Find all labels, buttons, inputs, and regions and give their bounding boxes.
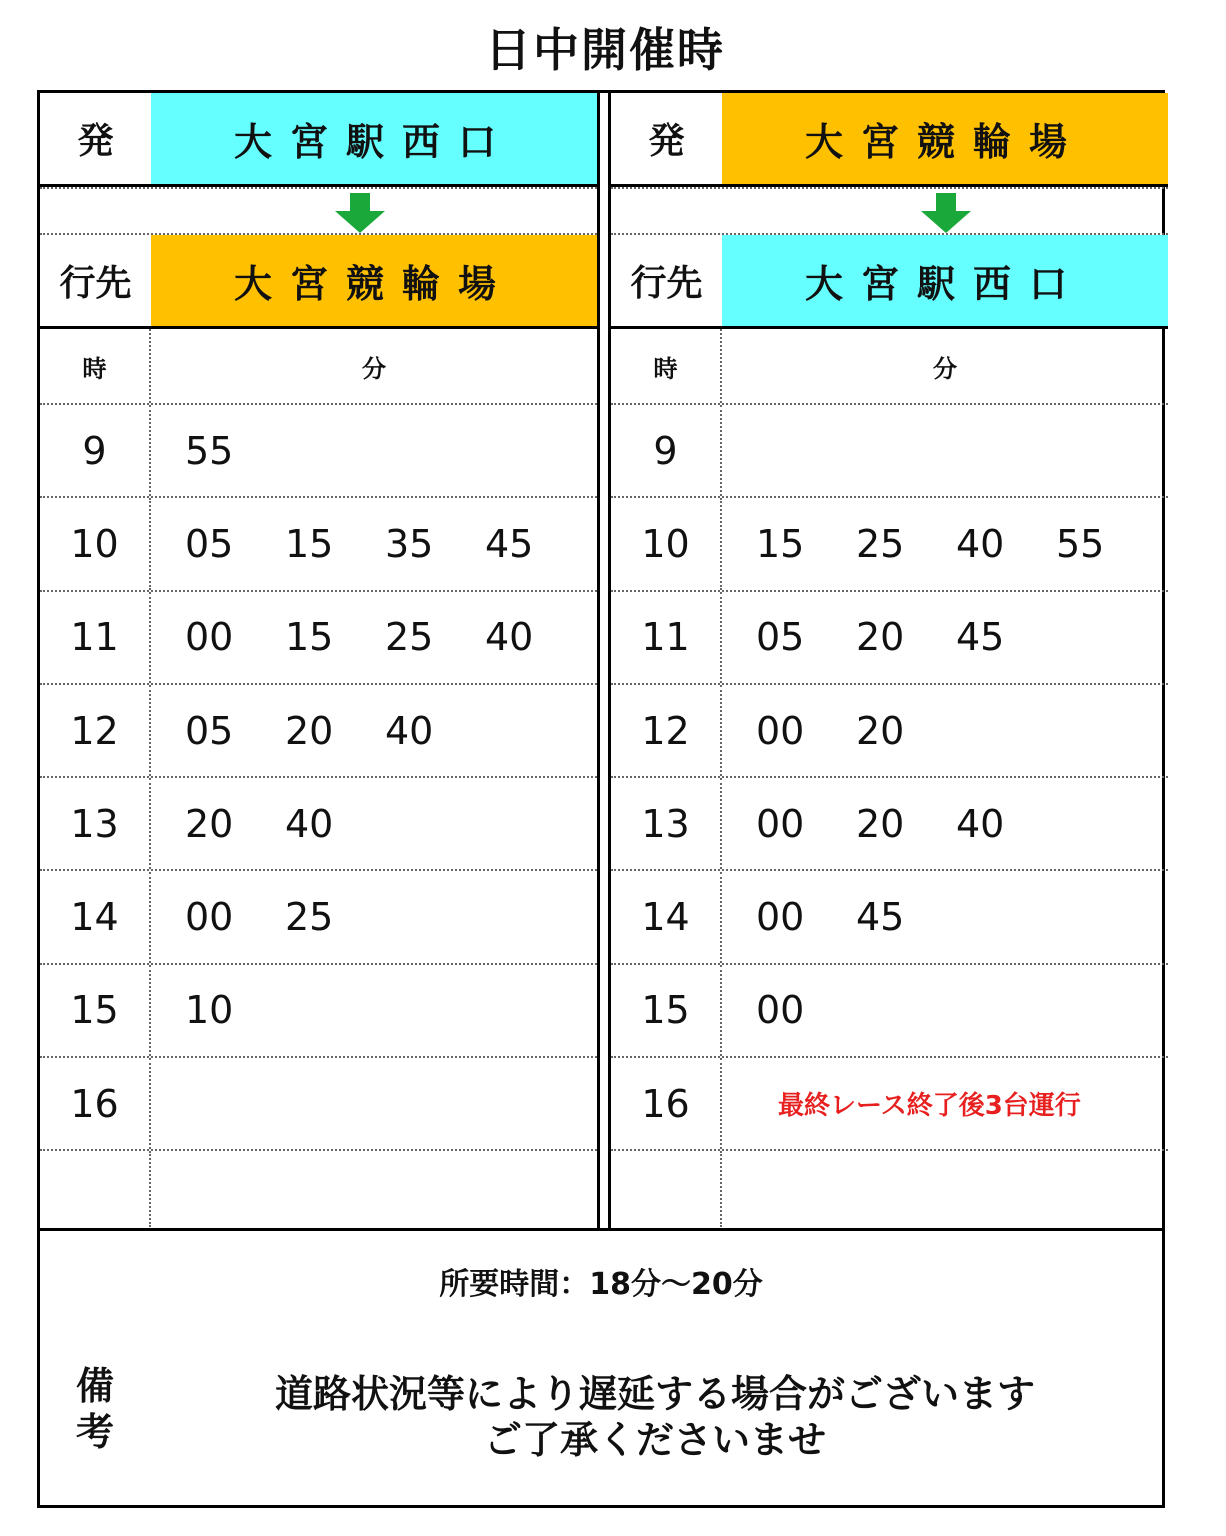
- remarks-label-char: 備: [76, 1364, 115, 1408]
- schedule-row: [611, 1151, 1168, 1227]
- hour-column-header: 時: [40, 329, 151, 403]
- minute-value: 40: [285, 801, 334, 846]
- panel-left: [40, 93, 597, 1228]
- minute-value: 05: [185, 521, 234, 566]
- minute-value: 05: [756, 615, 805, 660]
- minute-value: 20: [285, 708, 334, 753]
- travel-time: 所要時間：18分～20分: [439, 1267, 763, 1302]
- arrow-row: [611, 187, 1168, 235]
- remarks-line: 道路状況等により遅延する場合がございます: [274, 1372, 1035, 1416]
- remarks-line: ご了承くださいませ: [483, 1418, 826, 1462]
- minute-value: 25: [856, 521, 905, 566]
- destination-label: 行先: [59, 263, 132, 304]
- hour-cell: 9: [611, 405, 722, 496]
- hour-cell: [611, 1151, 722, 1227]
- hour-cell: 13: [40, 778, 151, 869]
- hour-cell: 12: [40, 685, 151, 776]
- footer: [40, 1228, 1162, 1505]
- departure-row: [611, 93, 1168, 187]
- minute-value: 15: [285, 615, 334, 660]
- minute-value: 25: [385, 615, 434, 660]
- minute-value: 20: [856, 708, 905, 753]
- minutes-cell: [151, 498, 597, 589]
- schedule-row: [40, 405, 597, 498]
- service-note: 最終レース終了後3台運行: [778, 1091, 1081, 1122]
- hour-cell: 11: [611, 592, 722, 683]
- column-header-row: [611, 329, 1168, 405]
- minutes-cell: [722, 1058, 1168, 1149]
- minutes-cell: [151, 965, 597, 1056]
- minute-value: 00: [756, 988, 805, 1033]
- schedule-row: [611, 872, 1168, 965]
- arrow-row: [40, 187, 597, 235]
- minutes-cell: [151, 592, 597, 683]
- panel-right: [608, 93, 1168, 1228]
- minute-value: 00: [185, 615, 234, 660]
- schedule-row: [611, 498, 1168, 591]
- remarks-label: [76, 1363, 120, 1455]
- minutes-cell: [151, 1058, 597, 1149]
- minute-value: 10: [185, 988, 234, 1033]
- hour-cell: [40, 1151, 151, 1227]
- minutes-cell: [151, 685, 597, 776]
- timetable-frame: [37, 90, 1165, 1508]
- hour-cell: 15: [40, 965, 151, 1056]
- schedule-row: [40, 965, 597, 1058]
- destination-row: [40, 235, 597, 329]
- minute-value: 40: [956, 521, 1005, 566]
- hour-cell: 11: [40, 592, 151, 683]
- destination-station: 大宮駅西口: [722, 235, 1168, 326]
- hour-cell: 16: [40, 1058, 151, 1149]
- schedule-row: [40, 778, 597, 871]
- minute-value: 15: [285, 521, 334, 566]
- minutes-cell: [151, 872, 597, 963]
- schedule-row: [611, 405, 1168, 498]
- column-header-row: [40, 329, 597, 405]
- minute-column-header: 分: [933, 354, 957, 383]
- hour-cell: 15: [611, 965, 722, 1056]
- hour-cell: 16: [611, 1058, 722, 1149]
- minute-value: 45: [856, 895, 905, 940]
- schedule-row: [611, 592, 1168, 685]
- minute-value: 40: [485, 615, 534, 660]
- minutes-cell: [151, 778, 597, 869]
- departure-label: 発: [77, 121, 114, 162]
- departure-row: [40, 93, 597, 187]
- departure-station: 大宮駅西口: [151, 93, 597, 184]
- minute-value: 55: [1056, 521, 1105, 566]
- destination-station: 大宮競輪場: [151, 235, 597, 326]
- minutes-cell: [722, 592, 1168, 683]
- destination-row: [611, 235, 1168, 329]
- minute-value: 20: [856, 801, 905, 846]
- hour-cell: 9: [40, 405, 151, 496]
- schedule-row: [40, 498, 597, 591]
- hour-cell: 13: [611, 778, 722, 869]
- minutes-cell: [151, 1151, 597, 1227]
- destination-label: 行先: [630, 263, 703, 304]
- minutes-cell: [722, 498, 1168, 589]
- hour-cell: 12: [611, 685, 722, 776]
- minute-value: 40: [385, 708, 434, 753]
- departure-label: 発: [648, 121, 685, 162]
- minute-value: 00: [185, 895, 234, 940]
- minute-value: 35: [385, 521, 434, 566]
- minute-value: 45: [956, 615, 1005, 660]
- arrow-down-icon: [921, 193, 971, 233]
- schedule-row: [40, 872, 597, 965]
- minutes-cell: [151, 405, 597, 496]
- minute-value: 00: [756, 801, 805, 846]
- minutes-cell: [722, 1151, 1168, 1227]
- minute-value: 15: [756, 521, 805, 566]
- minute-value: 55: [185, 428, 234, 473]
- schedule-row: [611, 778, 1168, 871]
- schedule-row: [611, 965, 1168, 1058]
- schedule-row: [611, 685, 1168, 778]
- minute-value: 45: [485, 521, 534, 566]
- schedule-row: [40, 685, 597, 778]
- minute-value: 20: [185, 801, 234, 846]
- minute-value: 40: [956, 801, 1005, 846]
- panel-divider: [597, 93, 608, 1228]
- departure-station: 大宮競輪場: [722, 93, 1168, 184]
- arrow-down-icon: [335, 193, 385, 233]
- hour-cell: 14: [40, 872, 151, 963]
- schedule-row: [40, 1151, 597, 1227]
- minute-value: 20: [856, 615, 905, 660]
- schedule-row: [40, 592, 597, 685]
- minute-value: 00: [756, 708, 805, 753]
- minutes-cell: [722, 872, 1168, 963]
- minutes-cell: [722, 685, 1168, 776]
- hour-column-header: 時: [611, 329, 722, 403]
- remarks-text: [140, 1371, 1170, 1463]
- minute-value: 05: [185, 708, 234, 753]
- schedule-row: [40, 1058, 597, 1151]
- minutes-cell: [722, 778, 1168, 869]
- hour-cell: 10: [611, 498, 722, 589]
- hour-cell: 14: [611, 872, 722, 963]
- remarks-label-char: 考: [76, 1410, 115, 1454]
- minutes-cell: [722, 405, 1168, 496]
- minute-value: 00: [756, 895, 805, 940]
- page-title: 日中開催時: [485, 23, 725, 77]
- minute-column-header: 分: [362, 354, 386, 383]
- schedule-row: [611, 1058, 1168, 1151]
- minute-value: 25: [285, 895, 334, 940]
- hour-cell: 10: [40, 498, 151, 589]
- minutes-cell: [722, 965, 1168, 1056]
